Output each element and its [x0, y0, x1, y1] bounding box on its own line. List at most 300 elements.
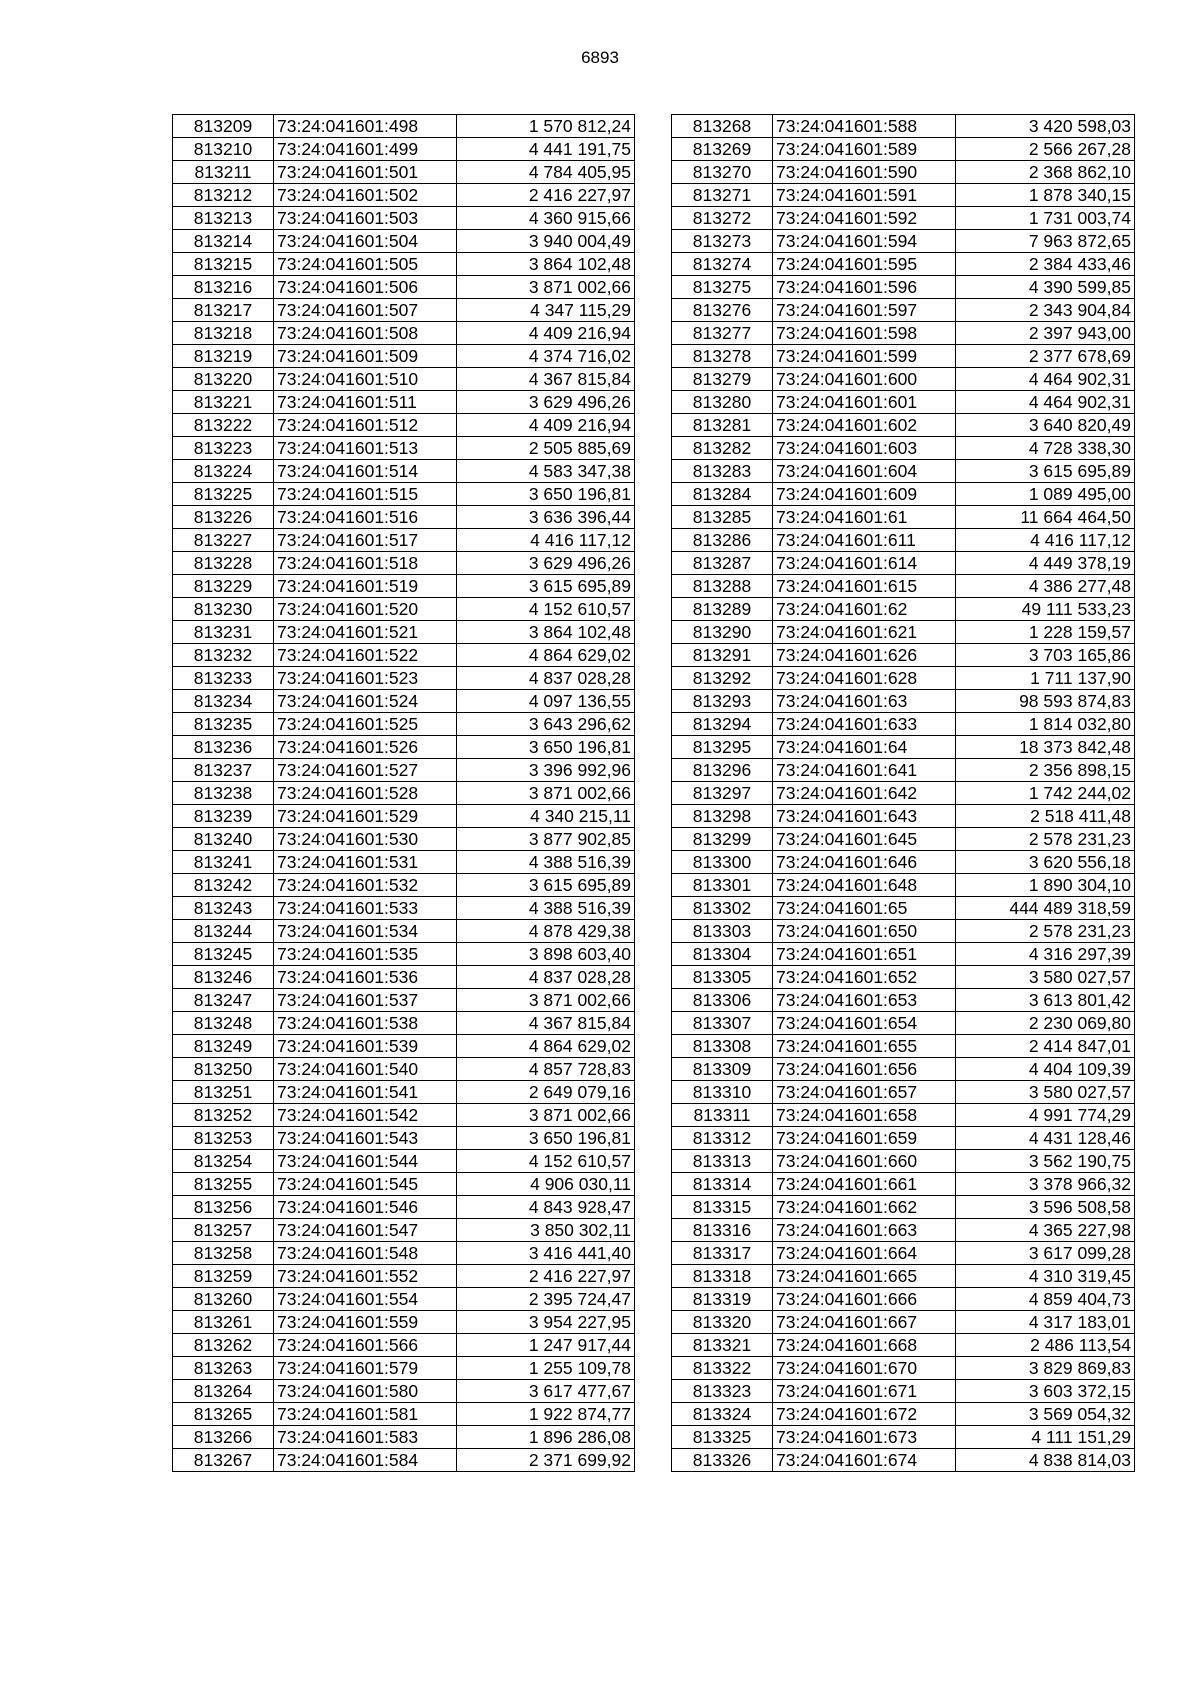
table-row [672, 1012, 1135, 1035]
row-number-cell: 813212 [173, 184, 274, 207]
value-cell: 2 377 678,69 [956, 345, 1135, 368]
value-cell: 3 864 102,48 [457, 253, 635, 276]
row-number-cell: 813214 [173, 230, 274, 253]
row-number-cell: 813266 [173, 1426, 274, 1449]
table-row [672, 184, 1135, 207]
value-cell: 3 396 992,96 [457, 759, 635, 782]
value-cell: 4 316 297,39 [956, 943, 1135, 966]
row-number-cell: 813292 [672, 667, 773, 690]
table-row [672, 1357, 1135, 1380]
cadastral-number-cell: 73:24:041601:535 [274, 943, 457, 966]
cadastral-number-cell: 73:24:041601:588 [773, 115, 956, 138]
row-number-cell: 813242 [173, 874, 274, 897]
row-number-cell: 813309 [672, 1058, 773, 1081]
cadastral-number-cell: 73:24:041601:513 [274, 437, 457, 460]
cadastral-number-cell: 73:24:041601:597 [773, 299, 956, 322]
row-number-cell: 813232 [173, 644, 274, 667]
row-number-cell: 813261 [173, 1311, 274, 1334]
table-row [672, 115, 1135, 138]
value-cell: 3 864 102,48 [457, 621, 635, 644]
row-number-cell: 813276 [672, 299, 773, 322]
row-number-cell: 813294 [672, 713, 773, 736]
table-row [672, 1265, 1135, 1288]
value-cell: 4 991 774,29 [956, 1104, 1135, 1127]
cadastral-number-cell: 73:24:041601:552 [274, 1265, 457, 1288]
cadastral-number-cell: 73:24:041601:533 [274, 897, 457, 920]
cadastral-number-cell: 73:24:041601:62 [773, 598, 956, 621]
value-cell: 4 431 128,46 [956, 1127, 1135, 1150]
row-number-cell: 813302 [672, 897, 773, 920]
value-cell: 4 374 716,02 [457, 345, 635, 368]
row-number-cell: 813234 [173, 690, 274, 713]
table-row [672, 138, 1135, 161]
row-number-cell: 813326 [672, 1449, 773, 1472]
row-number-cell: 813306 [672, 989, 773, 1012]
table-row [672, 690, 1135, 713]
table-row [672, 345, 1135, 368]
cadastral-number-cell: 73:24:041601:592 [773, 207, 956, 230]
row-number-cell: 813236 [173, 736, 274, 759]
table-row [672, 161, 1135, 184]
value-cell: 7 963 872,65 [956, 230, 1135, 253]
cadastral-number-cell: 73:24:041601:651 [773, 943, 956, 966]
value-cell: 4 837 028,28 [457, 667, 635, 690]
value-cell: 2 416 227,97 [457, 1265, 635, 1288]
cadastral-number-cell: 73:24:041601:531 [274, 851, 457, 874]
row-number-cell: 813295 [672, 736, 773, 759]
cadastral-number-cell: 73:24:041601:645 [773, 828, 956, 851]
row-number-cell: 813324 [672, 1403, 773, 1426]
value-cell: 2 356 898,15 [956, 759, 1135, 782]
cadastral-number-cell: 73:24:041601:648 [773, 874, 956, 897]
cadastral-number-cell: 73:24:041601:589 [773, 138, 956, 161]
value-cell: 3 615 695,89 [457, 874, 635, 897]
cadastral-number-cell: 73:24:041601:566 [274, 1334, 457, 1357]
table-row [173, 1242, 635, 1265]
table-row [672, 943, 1135, 966]
row-number-cell: 813274 [672, 253, 773, 276]
row-number-cell: 813293 [672, 690, 773, 713]
table-row [173, 483, 635, 506]
value-cell: 4 728 338,30 [956, 437, 1135, 460]
cadastral-number-cell: 73:24:041601:654 [773, 1012, 956, 1035]
row-number-cell: 813249 [173, 1035, 274, 1058]
table-row [173, 690, 635, 713]
value-cell: 4 386 277,48 [956, 575, 1135, 598]
cadastral-number-cell: 73:24:041601:514 [274, 460, 457, 483]
cadastral-number-cell: 73:24:041601:650 [773, 920, 956, 943]
table-row [672, 920, 1135, 943]
table-row [173, 759, 635, 782]
cadastral-number-cell: 73:24:041601:528 [274, 782, 457, 805]
value-cell: 2 230 069,80 [956, 1012, 1135, 1035]
table-row [672, 391, 1135, 414]
row-number-cell: 813291 [672, 644, 773, 667]
table-row [672, 207, 1135, 230]
row-number-cell: 813279 [672, 368, 773, 391]
row-number-cell: 813283 [672, 460, 773, 483]
cadastral-number-cell: 73:24:041601:518 [274, 552, 457, 575]
table-row [173, 1012, 635, 1035]
table-row [173, 1196, 635, 1219]
value-cell: 4 367 815,84 [457, 1012, 635, 1035]
table-row [672, 1127, 1135, 1150]
value-cell: 4 464 902,31 [956, 391, 1135, 414]
value-cell: 2 371 699,92 [457, 1449, 635, 1472]
table-row [173, 1380, 635, 1403]
row-number-cell: 813272 [672, 207, 773, 230]
row-number-cell: 813269 [672, 138, 773, 161]
cadastral-number-cell: 73:24:041601:590 [773, 161, 956, 184]
row-number-cell: 813239 [173, 805, 274, 828]
table-row [672, 483, 1135, 506]
value-cell: 2 416 227,97 [457, 184, 635, 207]
row-number-cell: 813247 [173, 989, 274, 1012]
row-number-cell: 813213 [173, 207, 274, 230]
value-cell: 4 152 610,57 [457, 1150, 635, 1173]
value-cell: 4 906 030,11 [457, 1173, 635, 1196]
table-row [173, 920, 635, 943]
table-row [672, 667, 1135, 690]
value-cell: 4 416 117,12 [457, 529, 635, 552]
value-cell: 2 649 079,16 [457, 1081, 635, 1104]
table-row [672, 759, 1135, 782]
value-cell: 3 620 556,18 [956, 851, 1135, 874]
cadastral-number-cell: 73:24:041601:664 [773, 1242, 956, 1265]
cadastral-number-cell: 73:24:041601:511 [274, 391, 457, 414]
table-row [173, 506, 635, 529]
row-number-cell: 813209 [173, 115, 274, 138]
cadastral-number-cell: 73:24:041601:633 [773, 713, 956, 736]
cadastral-number-cell: 73:24:041601:657 [773, 1081, 956, 1104]
table-row [173, 391, 635, 414]
table-row [672, 575, 1135, 598]
table-row [672, 644, 1135, 667]
table-row [672, 989, 1135, 1012]
table-row [173, 1403, 635, 1426]
value-cell: 3 615 695,89 [457, 575, 635, 598]
value-cell: 2 518 411,48 [956, 805, 1135, 828]
table-row [672, 598, 1135, 621]
row-number-cell: 813246 [173, 966, 274, 989]
row-number-cell: 813257 [173, 1219, 274, 1242]
row-number-cell: 813311 [672, 1104, 773, 1127]
table-row [173, 207, 635, 230]
cadastral-number-cell: 73:24:041601:510 [274, 368, 457, 391]
row-number-cell: 813271 [672, 184, 773, 207]
value-cell: 4 367 815,84 [457, 368, 635, 391]
value-cell: 4 409 216,94 [457, 322, 635, 345]
value-cell: 4 838 814,03 [956, 1449, 1135, 1472]
cadastral-number-cell: 73:24:041601:626 [773, 644, 956, 667]
row-number-cell: 813216 [173, 276, 274, 299]
row-number-cell: 813211 [173, 161, 274, 184]
row-number-cell: 813254 [173, 1150, 274, 1173]
cadastral-number-cell: 73:24:041601:522 [274, 644, 457, 667]
cadastral-number-cell: 73:24:041601:614 [773, 552, 956, 575]
table-row [173, 1150, 635, 1173]
value-cell: 3 650 196,81 [457, 736, 635, 759]
cadastral-number-cell: 73:24:041601:536 [274, 966, 457, 989]
value-cell: 3 629 496,26 [457, 552, 635, 575]
value-cell: 4 152 610,57 [457, 598, 635, 621]
cadastral-number-cell: 73:24:041601:642 [773, 782, 956, 805]
cadastral-number-cell: 73:24:041601:609 [773, 483, 956, 506]
value-cell: 4 583 347,38 [457, 460, 635, 483]
row-number-cell: 813226 [173, 506, 274, 529]
cadastral-number-cell: 73:24:041601:542 [274, 1104, 457, 1127]
row-number-cell: 813284 [672, 483, 773, 506]
cadastral-number-cell: 73:24:041601:580 [274, 1380, 457, 1403]
cadastral-number-cell: 73:24:041601:672 [773, 1403, 956, 1426]
cadastral-number-cell: 73:24:041601:515 [274, 483, 457, 506]
cadastral-number-cell: 73:24:041601:508 [274, 322, 457, 345]
cadastral-number-cell: 73:24:041601:602 [773, 414, 956, 437]
value-cell: 49 111 533,23 [956, 598, 1135, 621]
row-number-cell: 813297 [672, 782, 773, 805]
table-row [173, 253, 635, 276]
cadastral-number-cell: 73:24:041601:532 [274, 874, 457, 897]
cadastral-number-cell: 73:24:041601:498 [274, 115, 457, 138]
table-row [173, 644, 635, 667]
cadastral-number-cell: 73:24:041601:527 [274, 759, 457, 782]
table-row [173, 874, 635, 897]
value-cell: 3 829 869,83 [956, 1357, 1135, 1380]
table-row [173, 161, 635, 184]
cadastral-number-cell: 73:24:041601:537 [274, 989, 457, 1012]
table-row [173, 115, 635, 138]
value-cell: 4 360 915,66 [457, 207, 635, 230]
row-number-cell: 813304 [672, 943, 773, 966]
cadastral-number-cell: 73:24:041601:544 [274, 1150, 457, 1173]
cadastral-number-cell: 73:24:041601:63 [773, 690, 956, 713]
value-cell: 4 111 151,29 [956, 1426, 1135, 1449]
cadastral-number-cell: 73:24:041601:512 [274, 414, 457, 437]
row-number-cell: 813238 [173, 782, 274, 805]
value-cell: 1 247 917,44 [457, 1334, 635, 1357]
row-number-cell: 813218 [173, 322, 274, 345]
value-cell: 4 878 429,38 [457, 920, 635, 943]
value-cell: 3 703 165,86 [956, 644, 1135, 667]
cadastral-number-cell: 73:24:041601:503 [274, 207, 457, 230]
cadastral-number-cell: 73:24:041601:662 [773, 1196, 956, 1219]
table-row [672, 1104, 1135, 1127]
cadastral-number-cell: 73:24:041601:594 [773, 230, 956, 253]
value-cell: 2 414 847,01 [956, 1035, 1135, 1058]
cadastral-number-cell: 73:24:041601:64 [773, 736, 956, 759]
row-number-cell: 813278 [672, 345, 773, 368]
value-cell: 18 373 842,48 [956, 736, 1135, 759]
value-cell: 4 837 028,28 [457, 966, 635, 989]
value-cell: 1 255 109,78 [457, 1357, 635, 1380]
value-cell: 4 409 216,94 [457, 414, 635, 437]
row-number-cell: 813222 [173, 414, 274, 437]
row-number-cell: 813268 [672, 115, 773, 138]
cadastral-number-cell: 73:24:041601:595 [773, 253, 956, 276]
table-row [672, 1219, 1135, 1242]
cadastral-number-cell: 73:24:041601:546 [274, 1196, 457, 1219]
value-cell: 4 347 115,29 [457, 299, 635, 322]
row-number-cell: 813318 [672, 1265, 773, 1288]
table-row [173, 368, 635, 391]
value-cell: 3 617 477,67 [457, 1380, 635, 1403]
cadastral-number-cell: 73:24:041601:668 [773, 1334, 956, 1357]
row-number-cell: 813225 [173, 483, 274, 506]
cadastral-number-cell: 73:24:041601:656 [773, 1058, 956, 1081]
value-cell: 4 859 404,73 [956, 1288, 1135, 1311]
row-number-cell: 813270 [672, 161, 773, 184]
value-cell: 3 629 496,26 [457, 391, 635, 414]
table-row [173, 782, 635, 805]
value-cell: 1 890 304,10 [956, 874, 1135, 897]
cadastral-number-cell: 73:24:041601:534 [274, 920, 457, 943]
row-number-cell: 813256 [173, 1196, 274, 1219]
cadastral-number-cell: 73:24:041601:545 [274, 1173, 457, 1196]
table-row [672, 1081, 1135, 1104]
table-row [173, 460, 635, 483]
row-number-cell: 813298 [672, 805, 773, 828]
row-number-cell: 813243 [173, 897, 274, 920]
cadastral-number-cell: 73:24:041601:502 [274, 184, 457, 207]
row-number-cell: 813287 [672, 552, 773, 575]
value-cell: 3 898 603,40 [457, 943, 635, 966]
cadastral-number-cell: 73:24:041601:519 [274, 575, 457, 598]
cadastral-number-cell: 73:24:041601:581 [274, 1403, 457, 1426]
table-row [173, 230, 635, 253]
row-number-cell: 813229 [173, 575, 274, 598]
row-number-cell: 813231 [173, 621, 274, 644]
table-row [173, 414, 635, 437]
row-number-cell: 813312 [672, 1127, 773, 1150]
cadastral-number-cell: 73:24:041601:641 [773, 759, 956, 782]
row-number-cell: 813303 [672, 920, 773, 943]
cadastral-number-cell: 73:24:041601:673 [773, 1426, 956, 1449]
value-cell: 3 580 027,57 [956, 1081, 1135, 1104]
value-cell: 1 742 244,02 [956, 782, 1135, 805]
row-number-cell: 813315 [672, 1196, 773, 1219]
table-row [672, 1058, 1135, 1081]
value-cell: 3 871 002,66 [457, 989, 635, 1012]
value-cell: 3 562 190,75 [956, 1150, 1135, 1173]
value-cell: 4 857 728,83 [457, 1058, 635, 1081]
row-number-cell: 813289 [672, 598, 773, 621]
cadastral-number-cell: 73:24:041601:646 [773, 851, 956, 874]
row-number-cell: 813220 [173, 368, 274, 391]
value-cell: 444 489 318,59 [956, 897, 1135, 920]
table-row [173, 1357, 635, 1380]
cadastral-number-cell: 73:24:041601:611 [773, 529, 956, 552]
cadastral-number-cell: 73:24:041601:666 [773, 1288, 956, 1311]
cadastral-number-cell: 73:24:041601:598 [773, 322, 956, 345]
table-row [173, 437, 635, 460]
row-number-cell: 813316 [672, 1219, 773, 1242]
table-row [173, 1219, 635, 1242]
value-cell: 3 613 801,42 [956, 989, 1135, 1012]
row-number-cell: 813262 [173, 1334, 274, 1357]
value-cell: 2 578 231,23 [956, 920, 1135, 943]
value-cell: 3 640 820,49 [956, 414, 1135, 437]
table-row [672, 276, 1135, 299]
table-row [173, 1081, 635, 1104]
row-number-cell: 813215 [173, 253, 274, 276]
table-row [173, 598, 635, 621]
value-cell: 4 784 405,95 [457, 161, 635, 184]
table-row [173, 1265, 635, 1288]
value-cell: 1 711 137,90 [956, 667, 1135, 690]
row-number-cell: 813251 [173, 1081, 274, 1104]
cadastral-number-cell: 73:24:041601:529 [274, 805, 457, 828]
row-number-cell: 813277 [672, 322, 773, 345]
row-number-cell: 813237 [173, 759, 274, 782]
cadastral-number-cell: 73:24:041601:547 [274, 1219, 457, 1242]
value-cell: 4 449 378,19 [956, 552, 1135, 575]
table-row [173, 1173, 635, 1196]
table-row [672, 529, 1135, 552]
table-row [672, 1380, 1135, 1403]
value-cell: 4 340 215,11 [457, 805, 635, 828]
row-number-cell: 813248 [173, 1012, 274, 1035]
cadastral-number-cell: 73:24:041601:671 [773, 1380, 956, 1403]
cadastral-number-cell: 73:24:041601:521 [274, 621, 457, 644]
value-cell: 3 940 004,49 [457, 230, 635, 253]
cadastral-table-left [172, 114, 635, 1472]
row-number-cell: 813313 [672, 1150, 773, 1173]
row-number-cell: 813241 [173, 851, 274, 874]
table-row [672, 966, 1135, 989]
value-cell: 2 368 862,10 [956, 161, 1135, 184]
cadastral-number-cell: 73:24:041601:603 [773, 437, 956, 460]
value-cell: 3 871 002,66 [457, 276, 635, 299]
row-number-cell: 813267 [173, 1449, 274, 1472]
value-cell: 3 580 027,57 [956, 966, 1135, 989]
row-number-cell: 813233 [173, 667, 274, 690]
table-row [173, 805, 635, 828]
row-number-cell: 813323 [672, 1380, 773, 1403]
row-number-cell: 813321 [672, 1334, 773, 1357]
table-row [173, 989, 635, 1012]
cadastral-number-cell: 73:24:041601:661 [773, 1173, 956, 1196]
table-row [672, 368, 1135, 391]
row-number-cell: 813252 [173, 1104, 274, 1127]
value-cell: 3 569 054,32 [956, 1403, 1135, 1426]
cadastral-number-cell: 73:24:041601:517 [274, 529, 457, 552]
cadastral-number-cell: 73:24:041601:525 [274, 713, 457, 736]
table-row [672, 299, 1135, 322]
table-row [672, 1150, 1135, 1173]
cadastral-number-cell: 73:24:041601:663 [773, 1219, 956, 1242]
row-number-cell: 813301 [672, 874, 773, 897]
row-number-cell: 813322 [672, 1357, 773, 1380]
cadastral-number-cell: 73:24:041601:659 [773, 1127, 956, 1150]
cadastral-number-cell: 73:24:041601:541 [274, 1081, 457, 1104]
cadastral-number-cell: 73:24:041601:524 [274, 690, 457, 713]
table-row [672, 1242, 1135, 1265]
table-row [173, 667, 635, 690]
cadastral-number-cell: 73:24:041601:591 [773, 184, 956, 207]
cadastral-number-cell: 73:24:041601:628 [773, 667, 956, 690]
value-cell: 3 617 099,28 [956, 1242, 1135, 1265]
row-number-cell: 813240 [173, 828, 274, 851]
table-row [173, 345, 635, 368]
row-number-cell: 813250 [173, 1058, 274, 1081]
cadastral-number-cell: 73:24:041601:600 [773, 368, 956, 391]
value-cell: 3 416 441,40 [457, 1242, 635, 1265]
table-row [672, 621, 1135, 644]
table-row [173, 736, 635, 759]
row-number-cell: 813253 [173, 1127, 274, 1150]
value-cell: 3 378 966,32 [956, 1173, 1135, 1196]
cadastral-number-cell: 73:24:041601:643 [773, 805, 956, 828]
